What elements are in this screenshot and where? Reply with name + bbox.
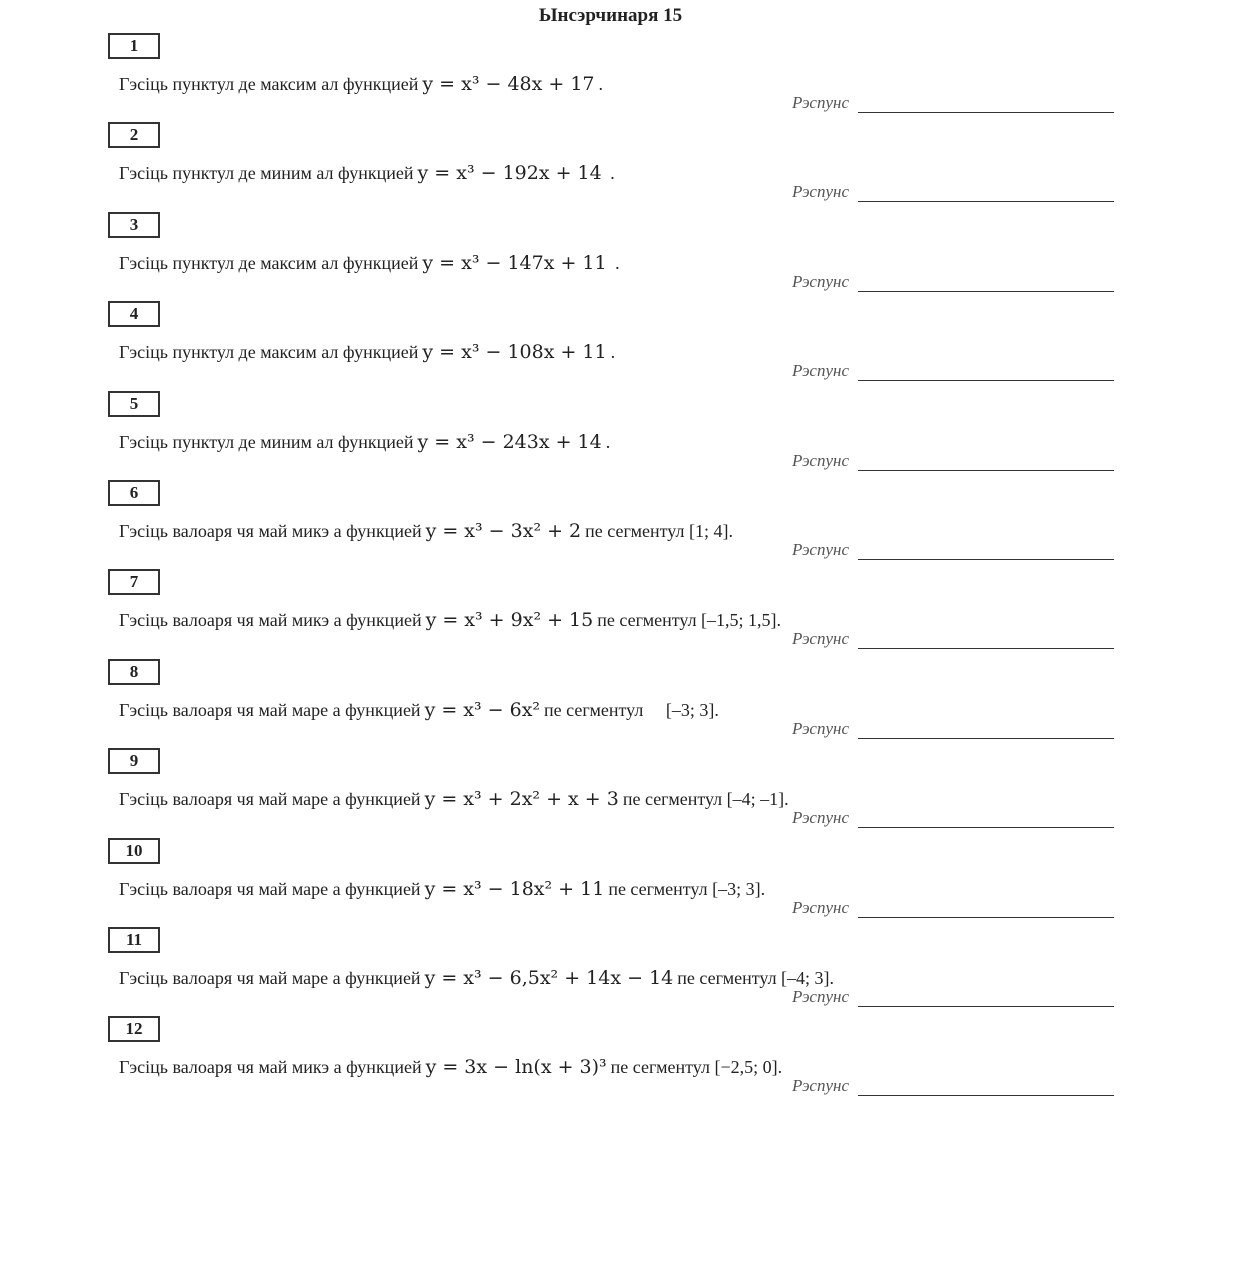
task-prefix: Гэсiць валоаря чя май маре а функцией <box>119 700 421 720</box>
task-item <box>108 659 1118 745</box>
task-formula: y = x³ − 48x + 17 <box>422 73 595 95</box>
task-prefix: Гэсiць пунктул де максим ал функцией <box>119 253 419 273</box>
task-number: 6 <box>108 480 160 506</box>
task-suffix: пе сегментул [–3; 3]. <box>608 879 766 899</box>
task-suffix: . <box>610 342 616 362</box>
task-item <box>108 33 1118 119</box>
task-suffix: . <box>605 163 615 183</box>
task-formula: y = x³ − 192x + 14 <box>417 162 602 184</box>
task-prefix: Гэсiць пунктул де миним ал функцией <box>119 432 414 452</box>
task-item <box>108 838 1118 924</box>
task-suffix: . <box>610 253 620 273</box>
task-problem-text <box>119 788 789 810</box>
task-problem-text <box>119 520 733 542</box>
task-item <box>108 301 1118 387</box>
task-suffix: пе сегментул [–4; 3]. <box>677 968 835 988</box>
task-problem-text <box>119 162 615 184</box>
task-number: 4 <box>108 301 160 327</box>
task-formula: y = x³ − 108x + 11 <box>422 341 607 363</box>
task-number: 8 <box>108 659 160 685</box>
task-suffix: . <box>598 74 604 94</box>
answer-field[interactable] <box>858 738 1114 739</box>
answer-field[interactable] <box>858 559 1114 560</box>
answer-field[interactable] <box>858 1006 1114 1007</box>
task-item <box>108 748 1118 834</box>
task-suffix: пе сегментул [−2,5; 0]. <box>610 1057 783 1077</box>
task-prefix: Гэсiць валоаря чя май маре а функцией <box>119 879 421 899</box>
answer-field[interactable] <box>858 291 1114 292</box>
answer-field[interactable] <box>858 380 1114 381</box>
task-number: 1 <box>108 33 160 59</box>
task-problem-text <box>119 252 620 274</box>
task-item <box>108 391 1118 477</box>
task-suffix: пе сегментул [1; 4]. <box>585 521 733 541</box>
task-item <box>108 1016 1118 1102</box>
task-number: 12 <box>108 1016 160 1042</box>
task-number: 7 <box>108 569 160 595</box>
answer-label: Рэспунс <box>792 898 849 917</box>
answer-field[interactable] <box>858 470 1114 471</box>
answer-label: Рэспунс <box>792 719 849 738</box>
task-formula: y = x³ − 147x + 11 <box>422 252 607 274</box>
task-formula: y = x³ + 2x² + x + 3 <box>424 788 619 810</box>
task-number: 10 <box>108 838 160 864</box>
answer-label: Рэспунс <box>792 1076 849 1095</box>
task-item <box>108 480 1118 566</box>
task-number: 3 <box>108 212 160 238</box>
answer-label: Рэспунс <box>792 93 849 112</box>
task-prefix: Гэсiць валоаря чя май микэ а функцией <box>119 610 422 630</box>
answer-field[interactable] <box>858 1095 1114 1096</box>
task-number: 9 <box>108 748 160 774</box>
task-prefix: Гэсiць валоаря чя май маре а функцией <box>119 789 421 809</box>
task-problem-text <box>119 967 834 989</box>
task-number: 2 <box>108 122 160 148</box>
task-prefix: Гэсiць пунктул де максим ал функцией <box>119 342 419 362</box>
answer-label: Рэспунс <box>792 272 849 291</box>
page-title: Ынсэрчинаря 15 <box>538 5 683 26</box>
answer-field[interactable] <box>858 648 1114 649</box>
answer-field[interactable] <box>858 917 1114 918</box>
task-formula: y = 3x − ln(x + 3)³ <box>425 1056 607 1078</box>
task-prefix: Гэсiць пунктул де миним ал функцией <box>119 163 414 183</box>
task-number: 11 <box>108 927 160 953</box>
task-suffix: . <box>605 432 611 452</box>
answer-field[interactable] <box>858 827 1114 828</box>
task-prefix: Гэсiць валоаря чя май маре а функцией <box>119 968 421 988</box>
answer-label: Рэспунс <box>792 182 849 201</box>
task-number: 5 <box>108 391 160 417</box>
task-formula: y = x³ − 6x² <box>424 699 541 721</box>
answer-label: Рэспунс <box>792 808 849 827</box>
task-problem-text <box>119 431 610 453</box>
answer-label: Рэспунс <box>792 451 849 470</box>
task-item <box>108 122 1118 208</box>
task-prefix: Гэсiць валоаря чя май микэ а функцией <box>119 1057 422 1077</box>
task-problem-text <box>119 699 719 721</box>
task-problem-text <box>119 341 615 363</box>
task-problem-text <box>119 878 765 900</box>
task-formula: y = x³ + 9x² + 15 <box>425 609 594 631</box>
task-formula: y = x³ − 6,5x² + 14x − 14 <box>424 967 674 989</box>
task-suffix: пе сегментул [–4; –1]. <box>622 789 789 809</box>
answer-label: Рэспунс <box>792 361 849 380</box>
task-formula: y = x³ − 3x² + 2 <box>425 520 582 542</box>
task-problem-text <box>119 609 781 631</box>
task-item <box>108 212 1118 298</box>
answer-label: Рэспунс <box>792 540 849 559</box>
task-suffix: пе сегментул [–1,5; 1,5]. <box>597 610 782 630</box>
answer-field[interactable] <box>858 112 1114 113</box>
task-problem-text <box>119 1056 782 1078</box>
task-problem-text <box>119 73 603 95</box>
task-suffix: пе сегментул [–3; 3]. <box>544 700 719 720</box>
answer-label: Рэспунс <box>792 987 849 1006</box>
task-prefix: Гэсiць пунктул де максим ал функцией <box>119 74 419 94</box>
answer-field[interactable] <box>858 201 1114 202</box>
task-formula: y = x³ − 18x² + 11 <box>424 878 605 900</box>
task-formula: y = x³ − 243x + 14 <box>417 431 602 453</box>
task-item <box>108 927 1118 1013</box>
answer-label: Рэспунс <box>792 629 849 648</box>
task-prefix: Гэсiць валоаря чя май микэ а функцией <box>119 521 422 541</box>
task-item <box>108 569 1118 655</box>
